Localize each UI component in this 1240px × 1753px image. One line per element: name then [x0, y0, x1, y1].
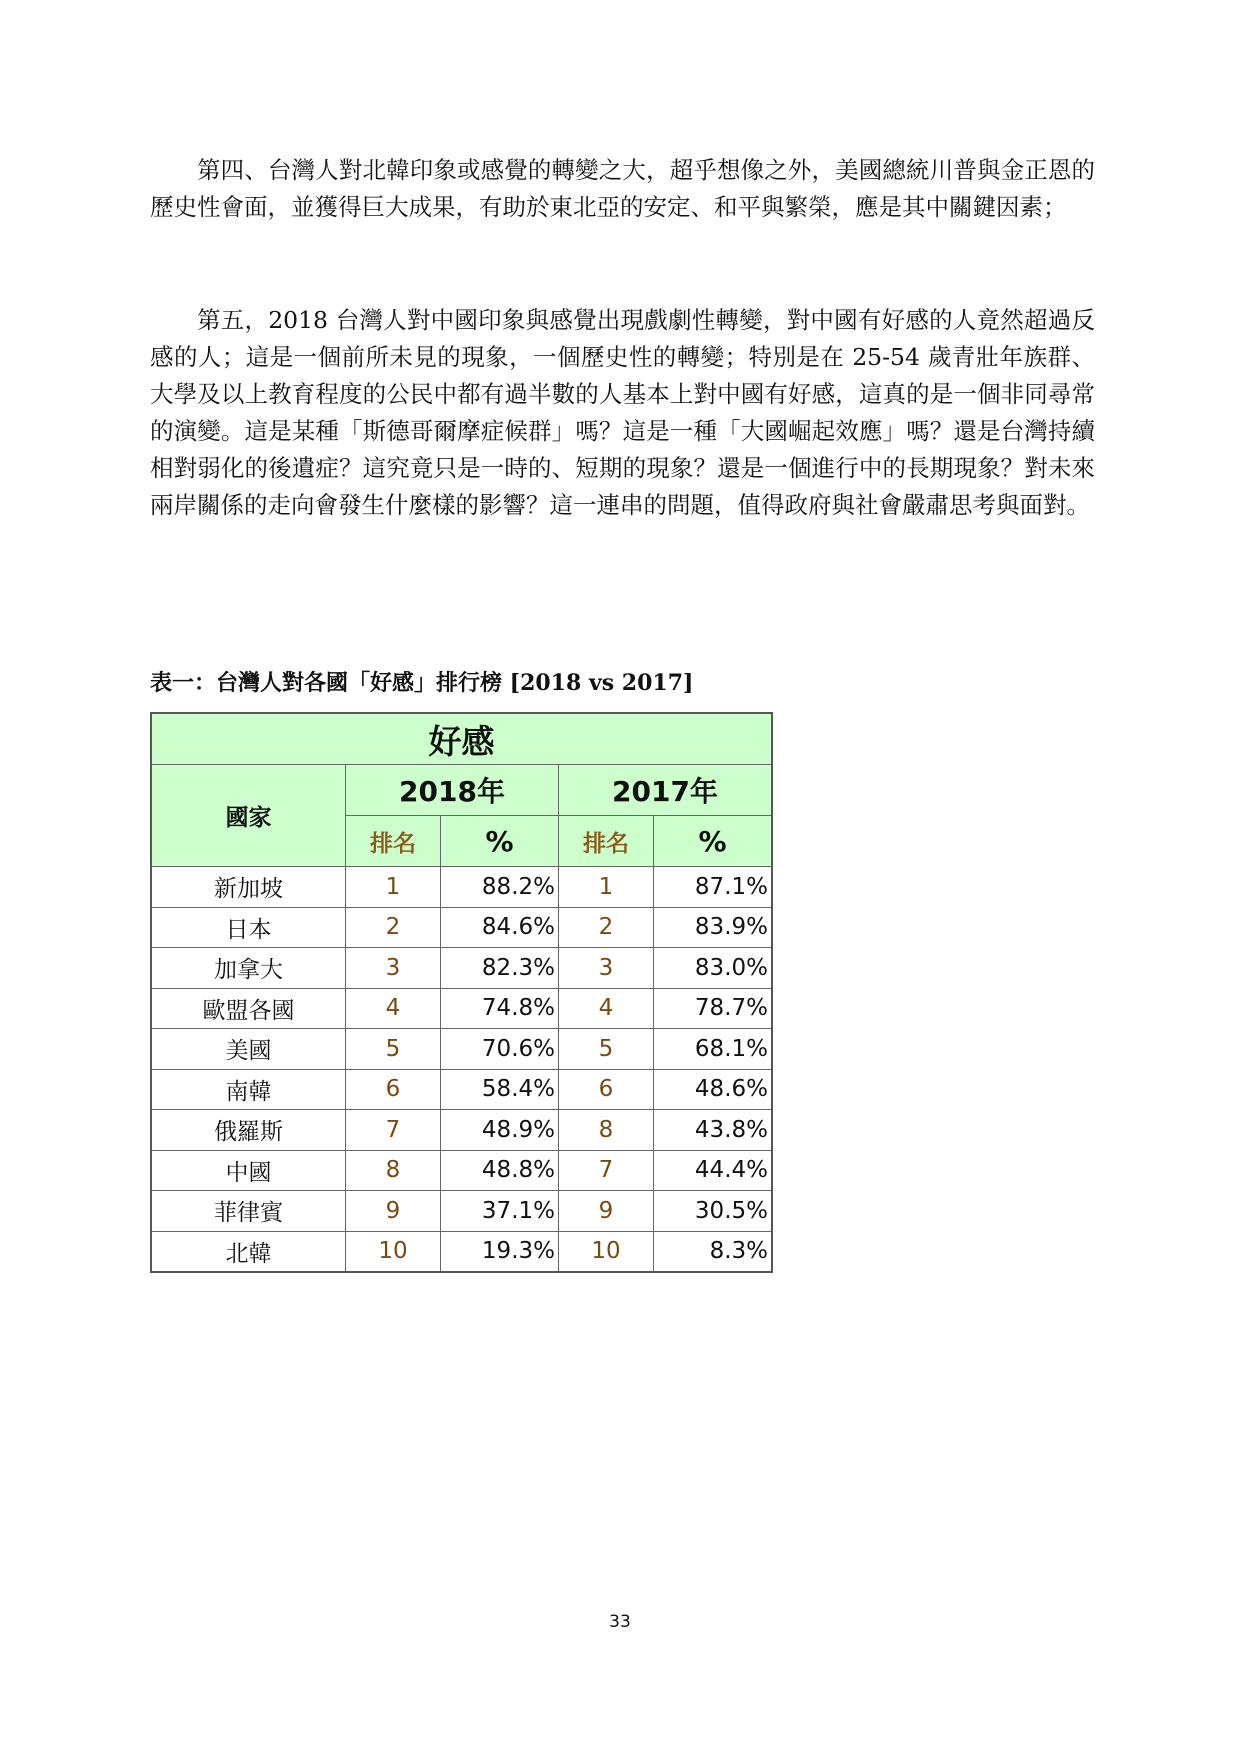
table-body	[151, 867, 772, 1273]
country-cell: 俄羅斯	[151, 1110, 346, 1151]
table-row	[151, 948, 772, 989]
country-header: 國家	[151, 765, 346, 867]
table-caption: 表一：台灣人對各國「好感」排行榜 [2018 vs 2017]	[150, 670, 694, 696]
pct-2017-cell: 30.5%	[654, 1191, 773, 1232]
rank-2018-cell: 1	[346, 867, 441, 908]
rank-2017-cell: 9	[559, 1191, 654, 1232]
table-row	[151, 1029, 772, 1070]
pct-header-2018: %	[441, 816, 559, 867]
table-row	[151, 1231, 772, 1272]
rank-2018-cell: 5	[346, 1029, 441, 1070]
pct-2018-cell: 48.9%	[441, 1110, 559, 1151]
rank-2017-cell: 7	[559, 1150, 654, 1191]
table-row	[151, 1069, 772, 1110]
pct-2018-cell: 84.6%	[441, 907, 559, 948]
pct-2017-cell: 78.7%	[654, 988, 773, 1029]
table-row	[151, 1110, 772, 1151]
rank-header-2017: 排名	[559, 816, 654, 867]
pct-header-2017: %	[654, 816, 773, 867]
country-cell: 美國	[151, 1029, 346, 1070]
rank-2017-cell: 5	[559, 1029, 654, 1070]
rank-2017-cell: 2	[559, 907, 654, 948]
pct-2018-cell: 74.8%	[441, 988, 559, 1029]
rank-2017-cell: 10	[559, 1231, 654, 1272]
rank-header-2018: 排名	[346, 816, 441, 867]
table-title: 好感	[151, 713, 772, 765]
rank-2018-cell: 7	[346, 1110, 441, 1151]
country-cell: 菲律賓	[151, 1191, 346, 1232]
rank-2017-cell: 3	[559, 948, 654, 989]
country-cell: 南韓	[151, 1069, 346, 1110]
rank-2018-cell: 10	[346, 1231, 441, 1272]
rank-2018-cell: 9	[346, 1191, 441, 1232]
year-2017-header: 2017年	[559, 765, 773, 816]
pct-2018-cell: 70.6%	[441, 1029, 559, 1070]
table-row	[151, 1191, 772, 1232]
rank-2017-cell: 4	[559, 988, 654, 1029]
page-number: 33	[609, 1612, 631, 1632]
pct-2017-cell: 48.6%	[654, 1069, 773, 1110]
table-row	[151, 988, 772, 1029]
rank-2018-cell: 8	[346, 1150, 441, 1191]
pct-2017-cell: 87.1%	[654, 867, 773, 908]
country-cell: 新加坡	[151, 867, 346, 908]
favorability-table	[150, 712, 773, 1273]
country-cell: 中國	[151, 1150, 346, 1191]
country-cell: 歐盟各國	[151, 988, 346, 1029]
pct-2017-cell: 8.3%	[654, 1231, 773, 1272]
pct-2017-cell: 44.4%	[654, 1150, 773, 1191]
table-row	[151, 867, 772, 908]
rank-2018-cell: 4	[346, 988, 441, 1029]
rank-2017-cell: 6	[559, 1069, 654, 1110]
country-cell: 加拿大	[151, 948, 346, 989]
rank-2018-cell: 3	[346, 948, 441, 989]
pct-2018-cell: 37.1%	[441, 1191, 559, 1232]
rank-2018-cell: 6	[346, 1069, 441, 1110]
country-cell: 日本	[151, 907, 346, 948]
table-row	[151, 1150, 772, 1191]
rank-2018-cell: 2	[346, 907, 441, 948]
pct-2017-cell: 83.9%	[654, 907, 773, 948]
rank-2017-cell: 1	[559, 867, 654, 908]
pct-2017-cell: 68.1%	[654, 1029, 773, 1070]
pct-2018-cell: 88.2%	[441, 867, 559, 908]
rank-2017-cell: 8	[559, 1110, 654, 1151]
pct-2018-cell: 19.3%	[441, 1231, 559, 1272]
pct-2017-cell: 43.8%	[654, 1110, 773, 1151]
pct-2018-cell: 48.8%	[441, 1150, 559, 1191]
pct-2017-cell: 83.0%	[654, 948, 773, 989]
pct-2018-cell: 58.4%	[441, 1069, 559, 1110]
pct-2018-cell: 82.3%	[441, 948, 559, 989]
paragraph-5: 第五，2018 台灣人對中國印象與感覺出現戲劇性轉變，對中國有好感的人竟然超過反感的人；這是一個前所未見的現象，一個歷史性的轉變；特別是在 25-54 歲青壯年族群、大學及以上教育程度的公民中都有過半數的人基本上對中國有好感，這真的是一個非同尋常的演變。這是某種「斯德哥爾摩症候群」嗎？這是一種「大國崛起效應」嗎？還是台灣持續相對弱化的後遺症？這究竟只是一時的、短期的現象？還是一個進行中的長期現象？對未來兩岸關係的走向會發生什麼樣的影響？這一連串的問題，值得政府與社會嚴肅思考與面對。	[150, 306, 1095, 519]
year-2018-header: 2018年	[346, 765, 559, 816]
table-row	[151, 907, 772, 948]
paragraph-4: 第四、台灣人對北韓印象或感覺的轉變之大，超乎想像之外，美國總統川普與金正恩的歷史性會面，並獲得巨大成果，有助於東北亞的安定、和平與繁榮，應是其中關鍵因素；	[150, 156, 1095, 221]
country-cell: 北韓	[151, 1231, 346, 1272]
